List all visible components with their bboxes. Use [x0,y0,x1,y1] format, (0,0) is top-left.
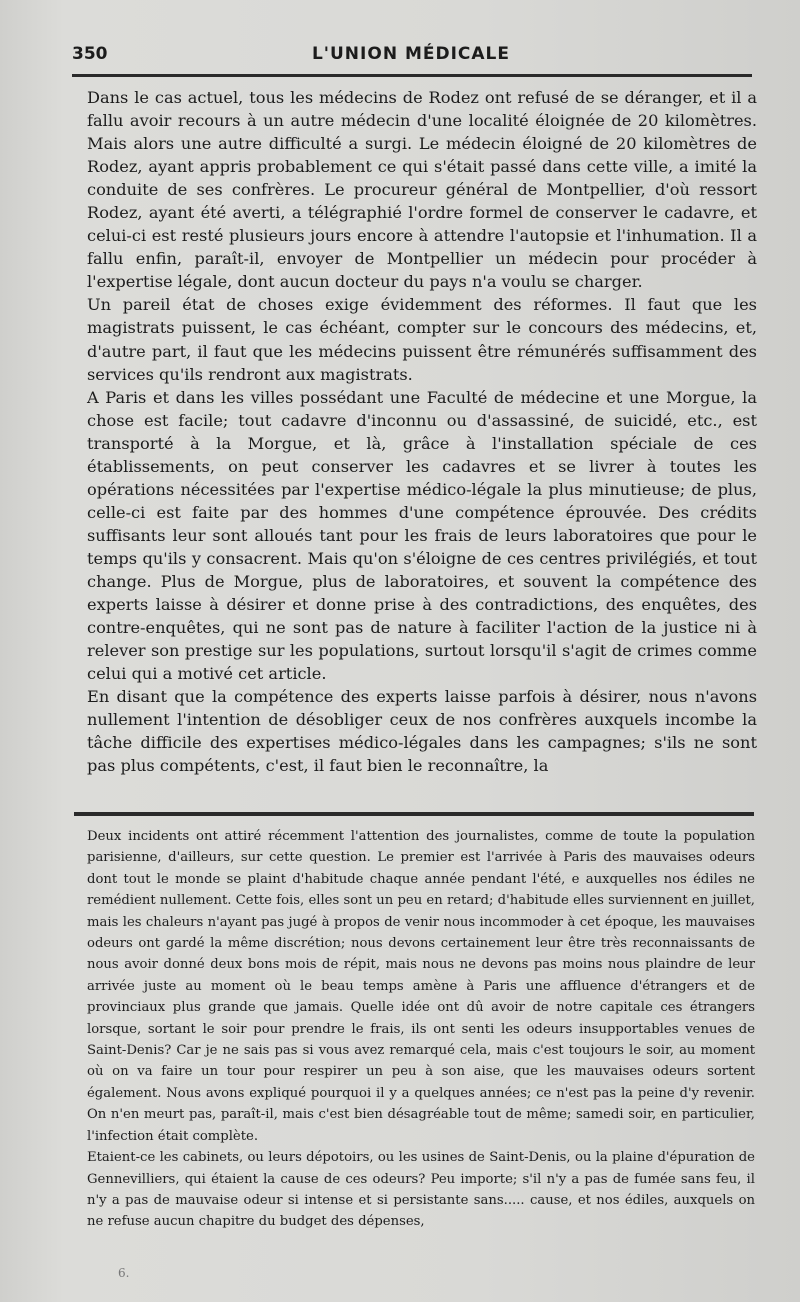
signature-mark: 6. [118,1266,130,1280]
feuilleton-text [87,826,755,1233]
paragraph: Un pareil état de choses exige évidemment des réformes. Il faut que les magistrats puissent, le cas échéant, compter sur le concours des médecins, et, d'autre part, il faut que les médecins puissent être rémunérés suffisamment des services qu'ils rendront aux magistrats. [87,295,757,384]
paragraph: Deux incidents ont attiré récemment l'attention des journalistes, comme de toute la population parisienne, d'ailleurs, sur cette question. Le premier est l'arrivée à Paris des mauvaises odeurs dont tout le monde se plaint d'habitude chaque année pendant l'été, e auxquelles nos édiles ne remédient nullement. Cette fois, elles sont un peu en retard; d'habitude elles surviennent en juillet, mais les chaleurs n'ayant pas jugé à propos de venir nous incommoder à cet époque, les mauvaises odeurs ont gardé la même discrétion; nous devons certainement leur être très reconnaissants de nous avoir donné deux bons mois de répit, mais nous ne devons pas moins nous plaindre de leur arrivée juste au moment où le beau temps amène à Paris une affluence d'étrangers et de provinciaux plus grande que jamais. Quelle idée ont dû avoir de notre capitale ces étrangers lorsque, sortant le soir pour prendre le frais, ils ont senti les odeurs insupportables venues de Saint-Denis? Car je ne sais pas si vous avez remarqué cela, mais c'est toujours le soir, au moment où on va faire un tour pour respirer un peu à son aise, que les mauvaises odeurs sortent également. Nous avons expliqué pourquoi il y a quelques années; ce n'est pas la peine d'y revenir. On n'en meurt pas, paraît-il, mais c'est bien désagréable tout de même; samedi soir, en particulier, l'infection était complète. [87,829,755,1144]
page-number: 350 [72,44,108,64]
section-divider-rule [74,812,754,816]
paragraph: A Paris et dans les villes possédant une Faculté de médecine et une Morgue, la chose est facile; tout cadavre d'inconnu ou d'assassiné, de suicidé, etc., est transporté à la Morgue, et là, grâce à l'installation spéciale de ces établissements, on peut conserver les cadavres et se livrer à toutes les opérations nécessitées par l'expertise médico-légale la plus minutieuse; de plus, celle-ci est faite par des hommes d'une compétence éprouvée. Des crédits suffisants leur sont alloués tant pour les frais de leurs laboratoires que pour le temps qu'ils y consacrent. Mais qu'on s'éloigne de ces centres privilégiés, et tout change. Plus de Morgue, plus de laboratoires, et souvent la compétence des experts laisse à désirer et donne prise à des contradictions, des enquêtes, des contre-enquêtes, qui ne sont pas de nature à faciliter l'action de la justice ni à relever son prestige sur les populations, surtout lorsqu'il s'agit de crimes comme celui qui a motivé cet article. [87,387,757,684]
main-text [87,86,757,777]
paragraph: En disant que la compétence des experts laisse parfois à désirer, nous n'avons nullement l'intention de désobliger ceux de nos confrères auxquels incombe la tâche difficile des expertises médico-légales dans les campagnes; s'ils ne sont pas plus compétents, c'est, il faut bien le reconnaître, la [87,687,757,776]
paragraph: Etaient-ce les cabinets, ou leurs dépotoirs, ou les usines de Saint-Denis, ou la plaine d'épuration de Gennevilliers, qui étaient la cause de ces odeurs? Peu importe; s'il n'y a pas de fumée sans feu, il n'y a pas de mauvaise odeur si intense et si persistante sans..... cause, et nos édiles, auxquels on ne refuse aucun chapitre du budget des dépenses, [87,1150,755,1230]
paragraph: Dans le cas actuel, tous les médecins de Rodez ont refusé de se déranger, et il a fallu avoir recours à un autre médecin d'une localité éloignée de 20 kilomètres. Mais alors une autre difficulté a surgi. Le médecin éloigné de 20 kilomètres de Rodez, ayant appris probablement ce qui s'était passé dans cette ville, a imité la conduite de ses confrères. Le procureur général de Montpellier, d'où ressort Rodez, ayant été averti, a télégraphié l'ordre formel de conserver le cadavre, et celui-ci est resté plusieurs jours encore à attendre l'autopsie et l'inhumation. Il a fallu enfin, paraît-il, envoyer de Montpellier un médecin pour procéder à l'expertise légale, dont aucun docteur du pays n'a voulu se charger. [87,88,757,292]
header-rule [72,74,752,77]
page-header [72,40,750,76]
running-title: L'UNION MÉDICALE [311,44,511,64]
